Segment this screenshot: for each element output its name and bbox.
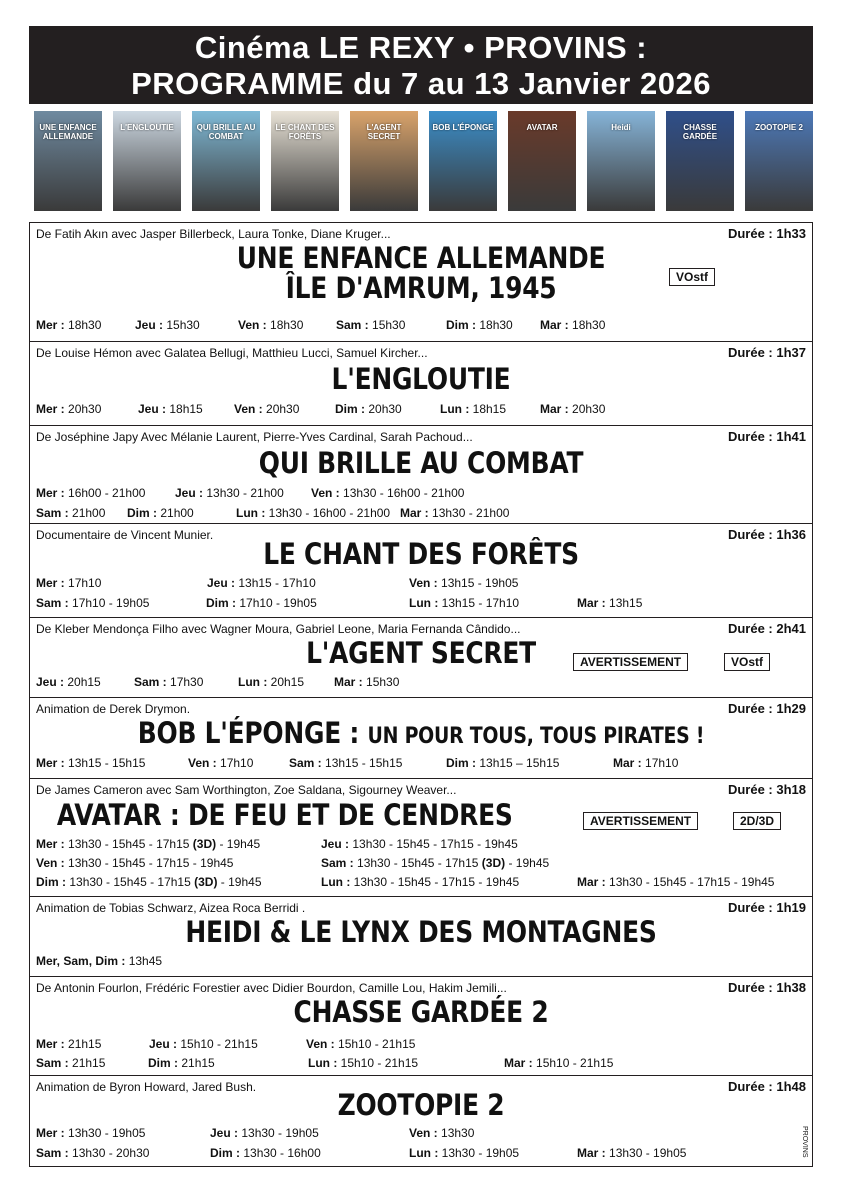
showtime-day: Dim : [206,596,240,610]
showtime-day: Mer : [36,402,69,416]
showtime: Mer, Sam, Dim : 13h45 [36,954,163,968]
showtime-day: Mar : [540,402,573,416]
showtime-day: Ven : [311,486,344,500]
showtime-day: Lun : [321,875,354,889]
film-title: LE CHANT DES FORÊTS [263,537,579,571]
movie-poster [34,111,102,211]
showtime-day: Mer, Sam, Dim : [36,954,129,968]
showtime: Sam : 13h30 - 20h30 [36,1146,150,1160]
film-credit: De Kleber Mendonça Filho avec Wagner Moura, Gabriel Leone, Maria Fernanda Cândido... [36,622,521,636]
film-duration: Durée : 1h19 [727,900,806,915]
film-duration: Durée : 2h41 [727,621,806,636]
showtime-day: Jeu : [210,1126,242,1140]
showtime: Dim : 21h00 [127,506,194,520]
film-duration: Durée : 3h18 [727,782,806,797]
film-credit: De Fatih Akın avec Jasper Billerbeck, Laura Tonke, Diane Kruger... [36,227,391,241]
film-block [29,523,813,618]
showtime: Ven : 13h30 [409,1126,475,1140]
page-header [29,26,813,104]
showtime: Sam : 17h10 - 19h05 [36,596,150,610]
showtime-day: Ven : [409,1126,442,1140]
showtime: Jeu : 20h15 [36,675,101,689]
showtime: Jeu : 15h30 [135,318,200,332]
movie-poster [666,111,734,211]
showtime: Mar : 13h30 - 19h05 [577,1146,687,1160]
showtime: Mer : 21h15 [36,1037,102,1051]
film-credit: De Antonin Fourlon, Frédéric Forestier avec Didier Bourdon, Camille Lou, Hakim Jemili... [36,981,507,995]
film-block [29,697,813,779]
movie-poster [271,111,339,211]
showtime: Mer : 16h00 - 21h00 [36,486,146,500]
poster-label: ZOOTOPIE 2 [755,123,803,132]
poster-label: LE CHANT DES FORÊTS [275,123,335,141]
showtime-day: Dim : [127,506,161,520]
film-block [29,778,813,897]
showtime-day: Jeu : [36,675,68,689]
showtime: Jeu : 18h15 [138,402,203,416]
showtime-day: Mer : [36,318,69,332]
showtime-day: Dim : [446,318,480,332]
showtime-day: Dim : [148,1056,182,1070]
film-title: CHASSE GARDÉE 2 [293,995,549,1029]
showtime: Mar : 20h30 [540,402,606,416]
showtime-3d: (3D) [192,837,217,851]
film-block [29,222,813,342]
movie-poster [429,111,497,211]
showtime: Jeu : 13h30 - 19h05 [210,1126,319,1140]
showtime-day: Jeu : [149,1037,181,1051]
version-tag: VOstf [669,268,715,286]
film-credit: Documentaire de Vincent Munier. [36,528,214,542]
showtime: Lun : 15h10 - 21h15 [308,1056,419,1070]
showtime: Ven : 18h30 [238,318,304,332]
showtime: Jeu : 13h30 - 15h45 - 17h15 - 19h45 [321,837,518,851]
warning-tag: AVERTISSEMENT [573,653,688,671]
showtime: Sam : 13h15 - 15h15 [289,756,403,770]
film-duration: Durée : 1h41 [727,429,806,444]
poster-label: Heidi [611,123,631,132]
showtime: Lun : 13h30 - 16h00 - 21h00 [236,506,391,520]
showtime: Dim : 13h30 - 15h45 - 17h15 (3D) - 19h45 [36,875,262,889]
showtime: Mar : 13h15 [577,596,643,610]
showtime-day: Mer : [36,756,69,770]
poster-label: QUI BRILLE AU COMBAT [196,123,256,141]
film-credit: De James Cameron avec Sam Worthington, Zoe Saldana, Sigourney Weaver... [36,783,457,797]
showtime: Lun : 13h15 - 17h10 [409,596,520,610]
showtime-day: Dim : [36,875,70,889]
showtime: Sam : 21h15 [36,1056,106,1070]
showtime-day: Mer : [36,1126,69,1140]
film-credit: Animation de Tobias Schwarz, Aizea Roca Berridi . [36,901,306,915]
showtime-day: Sam : [289,756,326,770]
showtime-day: Mer : [36,576,69,590]
film-block [29,425,813,524]
film-duration: Durée : 1h36 [727,527,806,542]
showtime: Mer : 13h15 - 15h15 [36,756,146,770]
film-credit: De Louise Hémon avec Galatea Bellugi, Matthieu Lucci, Samuel Kircher... [36,346,428,360]
showtime-day: Jeu : [135,318,167,332]
showtime-day: Sam : [36,1056,73,1070]
version-tag: 2D/3D [733,812,781,830]
showtime: Dim : 17h10 - 19h05 [206,596,317,610]
header-line-1: Cinéma LE REXY • PROVINS : [194,30,648,65]
showtime: Sam : 13h30 - 15h45 - 17h15 (3D) - 19h45 [321,856,550,870]
poster-label: UNE ENFANCE ALLEMANDE [39,123,97,141]
showtime-day: Lun : [409,1146,442,1160]
film-duration: Durée : 1h37 [727,345,806,360]
showtime-day: Sam : [336,318,373,332]
showtime-day: Jeu : [138,402,170,416]
film-duration: Durée : 1h48 [727,1079,806,1094]
showtime-day: Sam : [134,675,171,689]
film-title: HEIDI & LE LYNX DES MONTAGNES [185,915,657,949]
movie-poster [192,111,260,211]
showtime: Sam : 17h30 [134,675,204,689]
showtime: Lun : 20h15 [238,675,305,689]
showtime-day: Mer : [36,837,69,851]
showtime-day: Ven : [36,856,69,870]
showtime-day: Lun : [409,596,442,610]
showtime: Mar : 13h30 - 21h00 [400,506,510,520]
showtime-day: Sam : [36,506,73,520]
poster-strip [34,111,814,211]
showtime: Ven : 15h10 - 21h15 [306,1037,416,1051]
movie-poster [508,111,576,211]
showtime-day: Lun : [440,402,473,416]
showtime-day: Dim : [335,402,369,416]
showtime: Sam : 15h30 [336,318,406,332]
showtime-day: Ven : [234,402,267,416]
showtime: Lun : 13h30 - 19h05 [409,1146,520,1160]
showtime: Jeu : 13h15 - 17h10 [207,576,316,590]
side-label: PROVINS [801,1126,808,1158]
poster-label: CHASSE GARDÉE [682,123,718,141]
showtime: Dim : 13h15 – 15h15 [446,756,560,770]
showtime-day: Mar : [613,756,646,770]
showtime: Dim : 21h15 [148,1056,215,1070]
film-title-line-2: ÎLE D'AMRUM, 1945 [285,271,557,305]
film-duration: Durée : 1h33 [727,226,806,241]
showtime-day: Mar : [400,506,433,520]
film-title: ZOOTOPIE 2 [337,1088,505,1122]
showtime-day: Mar : [577,875,610,889]
showtime: Mar : 15h10 - 21h15 [504,1056,614,1070]
showtime: Ven : 13h15 - 19h05 [409,576,519,590]
showtime: Mer : 20h30 [36,402,102,416]
poster-label: BOB L'ÉPONGE [432,123,494,132]
film-block [29,341,813,426]
film-block [29,1075,813,1167]
showtime: Jeu : 15h10 - 21h15 [149,1037,258,1051]
movie-poster [745,111,813,211]
showtime-day: Mar : [577,1146,610,1160]
showtime: Mer : 17h10 [36,576,102,590]
showtime: Dim : 20h30 [335,402,402,416]
showtime: Lun : 18h15 [440,402,507,416]
showtime-day: Mer : [36,486,69,500]
showtime: Mer : 13h30 - 19h05 [36,1126,146,1140]
film-title: UNE ENFANCE ALLEMANDE [236,241,606,275]
showtime-3d: (3D) [481,856,506,870]
showtime: Mer : 18h30 [36,318,102,332]
showtime-day: Ven : [238,318,271,332]
showtime: Jeu : 13h30 - 21h00 [175,486,284,500]
film-duration: Durée : 1h29 [727,701,806,716]
showtime: Dim : 13h30 - 16h00 [210,1146,321,1160]
showtime-day: Jeu : [207,576,239,590]
film-block [29,896,813,977]
showtime-day: Ven : [409,576,442,590]
showtime: Ven : 13h30 - 16h00 - 21h00 [311,486,465,500]
showtime: Mar : 18h30 [540,318,606,332]
showtime: Dim : 18h30 [446,318,513,332]
version-tag: VOstf [724,653,770,671]
poster-label: L'AGENT SECRET [366,123,402,141]
film-title: BOB L'ÉPONGE : UN POUR TOUS, TOUS PIRATES ! [137,716,705,750]
showtime-day: Ven : [306,1037,339,1051]
showtime-day: Dim : [446,756,480,770]
showtime: Lun : 13h30 - 15h45 - 17h15 - 19h45 [321,875,520,889]
showtime-day: Mer : [36,1037,69,1051]
poster-label: AVATAR [526,123,558,132]
showtime-day: Dim : [210,1146,244,1160]
poster-label: L'ENGLOUTIE [120,123,174,132]
showtime-day: Mar : [504,1056,537,1070]
showtime: Ven : 13h30 - 15h45 - 17h15 - 19h45 [36,856,234,870]
movie-poster [587,111,655,211]
film-duration: Durée : 1h38 [727,980,806,995]
showtime: Mar : 17h10 [613,756,679,770]
showtime-3d: (3D) [194,875,218,889]
showtime-day: Jeu : [175,486,207,500]
film-title: QUI BRILLE AU COMBAT [258,446,584,480]
film-credit: De Joséphine Japy Avec Mélanie Laurent, Pierre-Yves Cardinal, Sarah Pachoud... [36,430,473,444]
showtime-day: Jeu : [321,837,353,851]
header-line-2: PROGRAMME du 7 au 13 Janvier 2026 [131,66,711,101]
film-title: L'ENGLOUTIE [331,362,511,396]
film-credit: Animation de Derek Drymon. [36,702,191,716]
showtime-day: Lun : [238,675,271,689]
film-credit: Animation de Byron Howard, Jared Bush. [36,1080,257,1094]
showtime: Ven : 20h30 [234,402,300,416]
showtime-day: Lun : [308,1056,341,1070]
showtime-day: Mar : [334,675,367,689]
movie-poster [113,111,181,211]
showtime: Mar : 13h30 - 15h45 - 17h15 - 19h45 [577,875,775,889]
film-title: L'AGENT SECRET [306,636,536,670]
showtime: Mer : 13h30 - 15h45 - 17h15 (3D) - 19h45 [36,837,261,851]
film-block [29,976,813,1076]
film-block [29,617,813,698]
showtime-day: Lun : [236,506,269,520]
warning-tag: AVERTISSEMENT [583,812,698,830]
film-title: AVATAR : DE FEU ET DE CENDRES [56,798,513,832]
movie-poster [350,111,418,211]
showtime-day: Sam : [36,1146,73,1160]
showtime: Sam : 21h00 [36,506,106,520]
showtime-day: Mar : [540,318,573,332]
showtime: Mar : 15h30 [334,675,400,689]
showtime-day: Sam : [321,856,358,870]
showtime-day: Ven : [188,756,221,770]
film-subtitle: UN POUR TOUS, TOUS PIRATES ! [367,724,705,749]
showtime: Ven : 17h10 [188,756,254,770]
showtime-day: Mar : [577,596,610,610]
showtime-day: Sam : [36,596,73,610]
